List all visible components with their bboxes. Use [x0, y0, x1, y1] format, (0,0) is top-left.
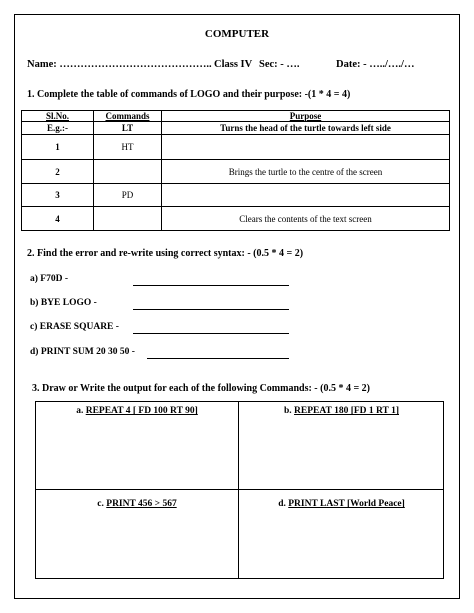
date-field: Date: - …../…./…: [336, 59, 415, 70]
output-cell-d[interactable]: [239, 499, 444, 509]
row-cmd: HT: [94, 135, 162, 160]
cell-command: REPEAT 180 [FD 1 RT 1]: [294, 406, 399, 416]
output-cell-a[interactable]: [36, 406, 238, 416]
row-cmd: PD: [94, 184, 162, 207]
error-item-d: d) PRINT SUM 20 30 50 -: [30, 347, 135, 357]
row-cmd: [94, 207, 162, 231]
table-row: [22, 184, 450, 207]
answer-line-a[interactable]: [133, 285, 289, 286]
error-item-b: b) BYE LOGO -: [30, 298, 97, 308]
cell-prefix: a.: [76, 406, 84, 416]
table-row-example: [22, 122, 450, 135]
grid-divider-horizontal: [36, 489, 443, 490]
output-cell-c[interactable]: [36, 499, 238, 509]
cell-command: PRINT LAST [World Peace]: [288, 499, 405, 509]
commands-table: [21, 110, 450, 231]
table-row: [22, 207, 450, 231]
row-sl: 3: [22, 184, 94, 207]
row-purpose: [162, 135, 450, 160]
row-purpose: Brings the turtle to the centre of the screen: [162, 160, 450, 184]
row-sl: 2: [22, 160, 94, 184]
section-field: Sec: - ….: [259, 59, 300, 70]
error-item-a: a) F70D -: [30, 274, 68, 284]
table-header-row: [22, 111, 450, 122]
error-item-c: c) ERASE SQUARE -: [30, 322, 119, 332]
example-purpose: Turns the head of the turtle towards left side: [162, 122, 450, 135]
page-title: COMPUTER: [204, 28, 270, 40]
grid-divider-vertical: [238, 402, 239, 578]
col-purpose: Purpose: [162, 111, 450, 122]
cell-prefix: b.: [283, 406, 292, 416]
row-sl: 1: [22, 135, 94, 160]
table-row: [22, 135, 450, 160]
answer-line-b[interactable]: [133, 309, 289, 310]
name-field: Name: ……………………………………..: [27, 59, 212, 70]
class-field: Class IV: [214, 59, 253, 70]
row-sl: 4: [22, 207, 94, 231]
question-1: 1. Complete the table of commands of LOGO and their purpose: -(1 * 4 = 4): [27, 89, 351, 100]
row-purpose: [162, 184, 450, 207]
answer-line-d[interactable]: [147, 358, 289, 359]
row-purpose: Clears the contents of the text screen: [162, 207, 450, 231]
output-grid: [35, 401, 444, 579]
cell-command: PRINT 456 > 567: [106, 499, 177, 509]
output-cell-b[interactable]: [239, 406, 444, 416]
question-2: 2. Find the error and re-write using correct syntax: - (0.5 * 4 = 2): [27, 248, 304, 259]
row-cmd: [94, 160, 162, 184]
cell-prefix: c.: [97, 499, 104, 509]
cell-command: REPEAT 4 [ FD 100 RT 90]: [85, 406, 198, 416]
example-cmd: LT: [94, 122, 162, 135]
col-slno: Sl.No.: [22, 111, 94, 122]
answer-line-c[interactable]: [133, 333, 289, 334]
col-commands: Commands: [94, 111, 162, 122]
cell-prefix: d.: [278, 499, 286, 509]
question-3: 3. Draw or Write the output for each of the following Commands: - (0.5 * 4 = 2): [32, 383, 370, 394]
example-sl: E.g.:-: [22, 122, 94, 135]
table-row: [22, 160, 450, 184]
